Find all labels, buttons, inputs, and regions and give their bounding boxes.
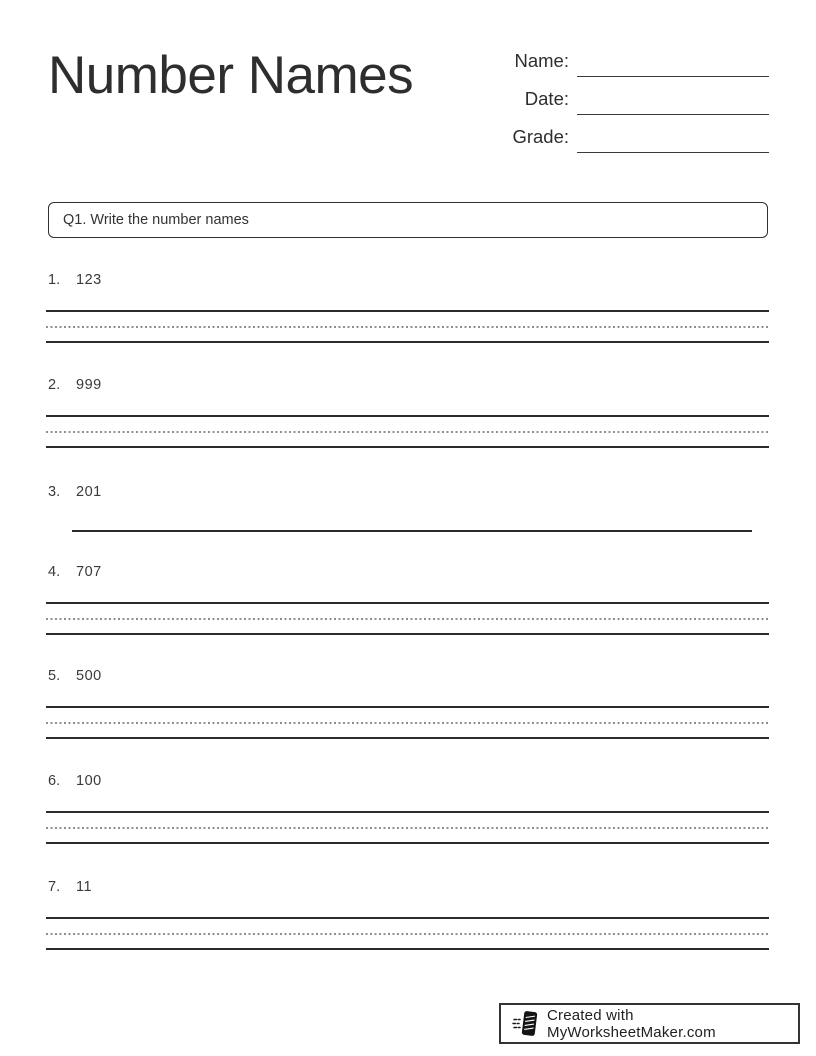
answer-line-solid bbox=[46, 602, 769, 604]
credit-badge[interactable] bbox=[499, 1003, 800, 1044]
question-box bbox=[48, 202, 768, 238]
answer-line-dotted bbox=[46, 326, 769, 328]
answer-line-solid bbox=[46, 842, 769, 844]
answer-line-solid bbox=[46, 737, 769, 739]
answer-line-solid bbox=[46, 446, 769, 448]
date-blank-line bbox=[577, 89, 769, 115]
item-value: 123 bbox=[76, 272, 102, 288]
grade-label: Grade: bbox=[512, 126, 569, 147]
question-item-4 bbox=[46, 564, 769, 639]
item-value: 201 bbox=[76, 484, 102, 500]
answer-line-solid bbox=[72, 530, 752, 532]
item-value: 707 bbox=[76, 564, 102, 580]
name-blank-line bbox=[577, 51, 769, 77]
answer-line-solid bbox=[46, 811, 769, 813]
question-item-6 bbox=[46, 773, 769, 848]
item-number: 2. bbox=[48, 377, 61, 393]
credit-text: Created with MyWorksheetMaker.com bbox=[547, 1006, 716, 1041]
answer-line-solid bbox=[46, 415, 769, 417]
item-number: 3. bbox=[48, 484, 61, 500]
answer-line-solid bbox=[46, 948, 769, 950]
item-value: 11 bbox=[76, 879, 93, 895]
student-info-block bbox=[479, 39, 769, 153]
question-item-5 bbox=[46, 668, 769, 743]
answer-line-solid bbox=[46, 917, 769, 919]
grade-field-row bbox=[479, 115, 769, 153]
date-label: Date: bbox=[524, 88, 569, 109]
answer-line-solid bbox=[46, 633, 769, 635]
question-item-3 bbox=[46, 484, 769, 559]
answer-line-dotted bbox=[46, 618, 769, 620]
name-field-row bbox=[479, 39, 769, 77]
grade-blank-line bbox=[577, 127, 769, 153]
item-value: 100 bbox=[76, 773, 102, 789]
question-item-7 bbox=[46, 879, 769, 954]
item-number: 4. bbox=[48, 564, 61, 580]
item-number: 1. bbox=[48, 272, 61, 288]
answer-line-solid bbox=[46, 341, 769, 343]
name-label: Name: bbox=[514, 50, 569, 71]
question-label: Q1. Write the number names bbox=[63, 212, 249, 228]
answer-line-dotted bbox=[46, 827, 769, 829]
question-item-2 bbox=[46, 377, 769, 452]
answer-line-dotted bbox=[46, 722, 769, 724]
item-value: 999 bbox=[76, 377, 102, 393]
question-item-1 bbox=[46, 272, 769, 347]
answer-line-dotted bbox=[46, 431, 769, 433]
date-field-row bbox=[479, 77, 769, 115]
item-value: 500 bbox=[76, 668, 102, 684]
answer-line-solid bbox=[46, 706, 769, 708]
item-number: 5. bbox=[48, 668, 61, 684]
worksheetmaker-logo-icon bbox=[512, 1008, 539, 1039]
item-number: 7. bbox=[48, 879, 61, 895]
answer-line-dotted bbox=[46, 933, 769, 935]
item-number: 6. bbox=[48, 773, 61, 789]
answer-line-solid bbox=[46, 310, 769, 312]
page-title: Number Names bbox=[48, 46, 414, 105]
